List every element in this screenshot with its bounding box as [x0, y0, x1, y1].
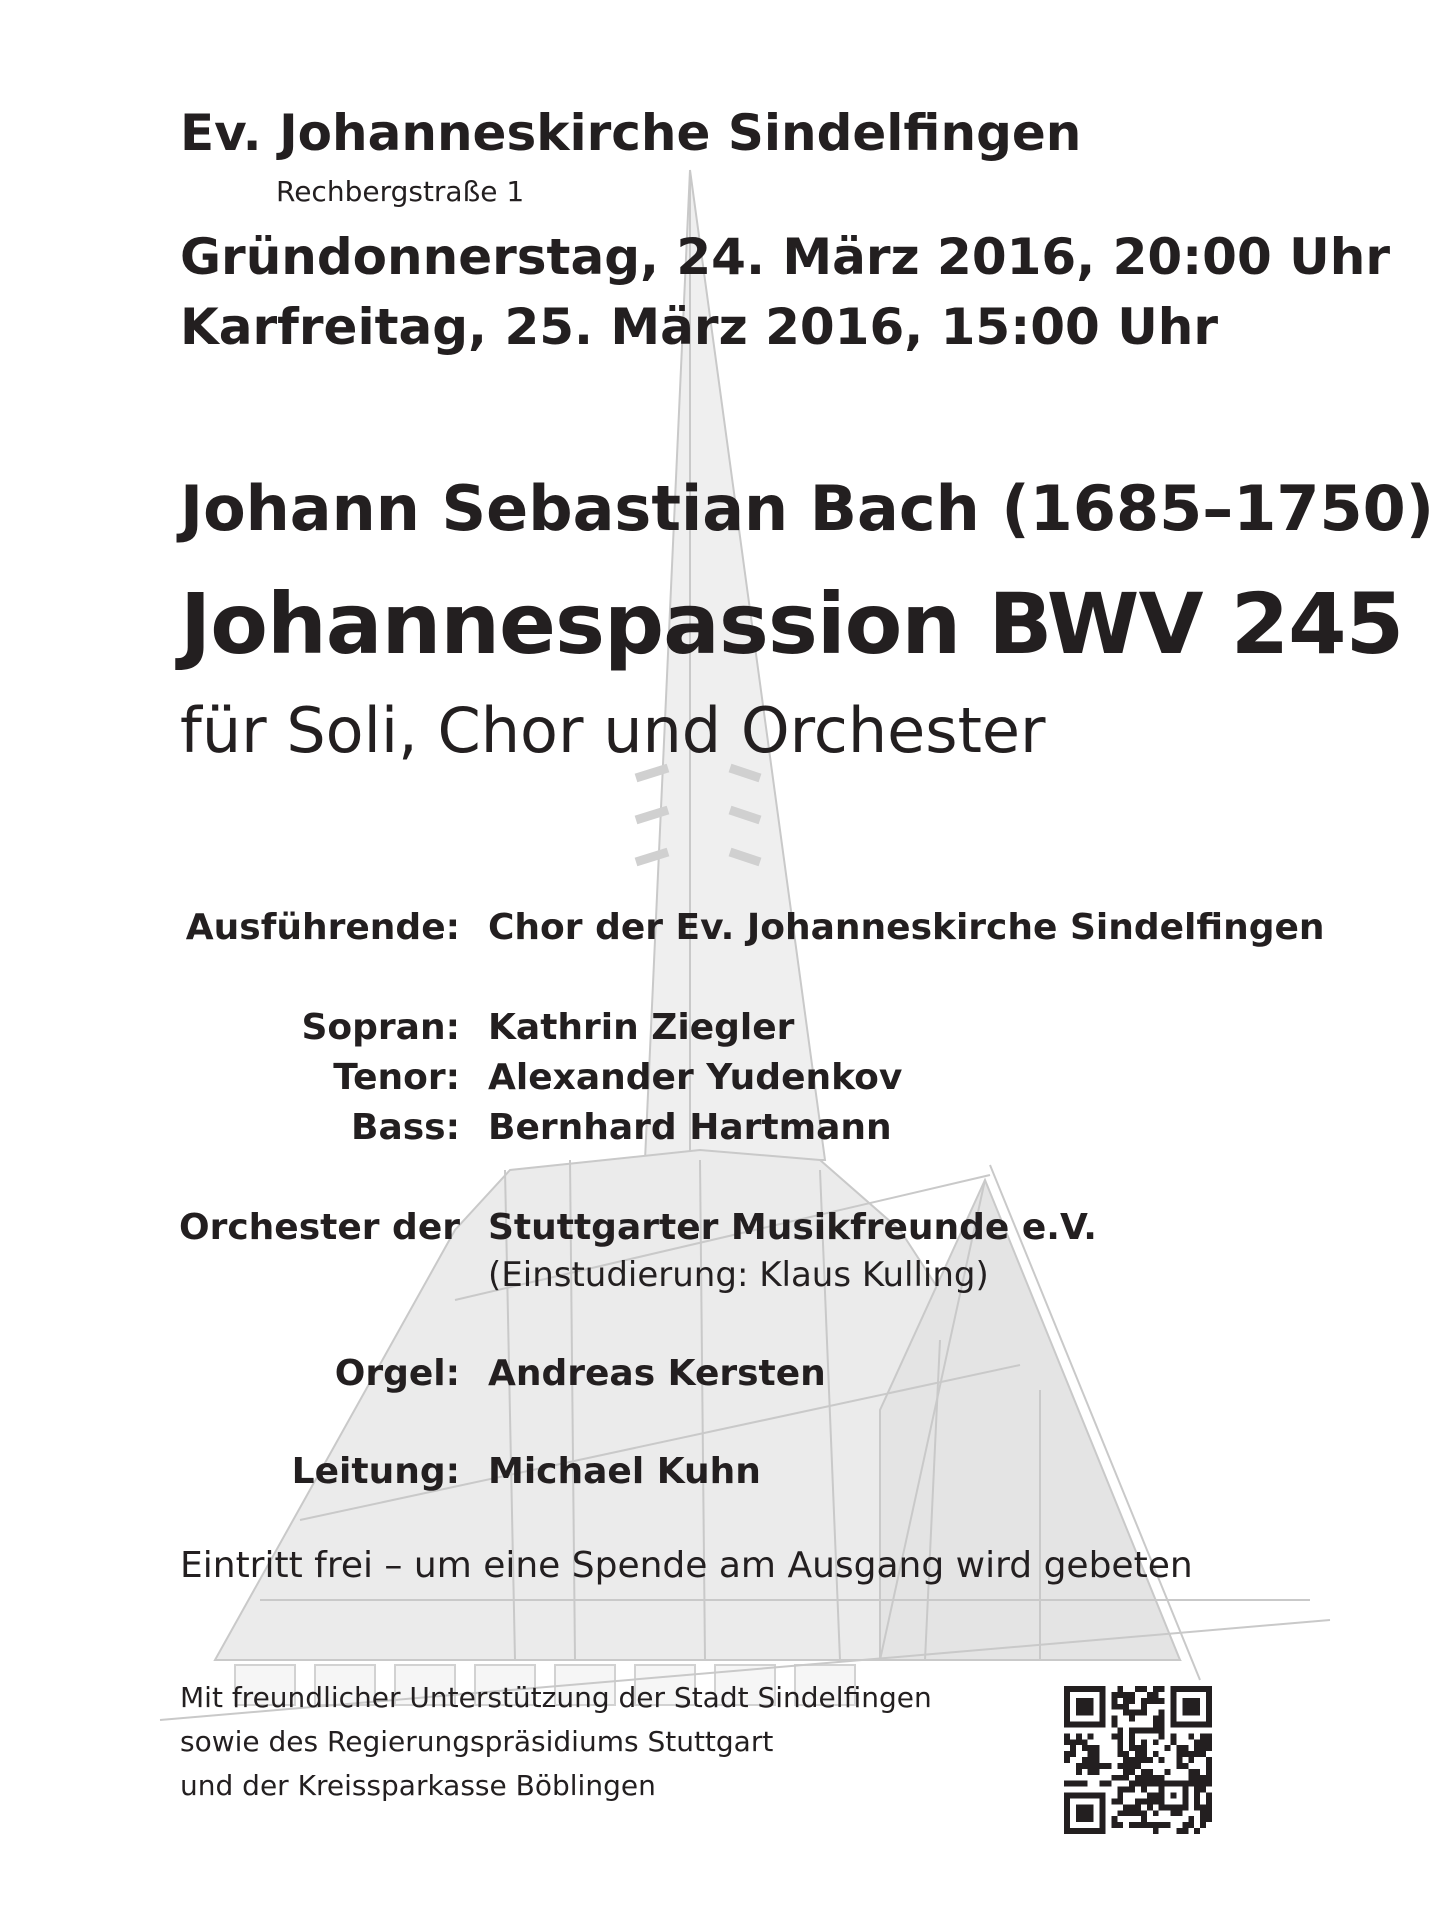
- date-second: Karfreitag, 25. März 2016, 15:00 Uhr: [180, 298, 1219, 356]
- performers-label: Ausführende:: [185, 907, 460, 948]
- tenor-value: Alexander Yudenkov: [488, 1057, 903, 1098]
- sponsor-line-2: sowie des Regierungspräsidiums Stuttgart: [180, 1725, 774, 1758]
- orchestra-label: Orchester der: [178, 1207, 460, 1248]
- date-first: Gründonnerstag, 24. März 2016, 20:00 Uhr: [180, 228, 1391, 286]
- organ-label: Orgel:: [334, 1353, 460, 1394]
- church-address: Rechbergstraße 1: [276, 175, 525, 208]
- tenor-label: Tenor:: [333, 1057, 460, 1098]
- work-title: Johannespassion BWV 245: [180, 575, 1404, 673]
- qr-code[interactable]: [1064, 1686, 1212, 1834]
- sponsor-line-3: und der Kreissparkasse Böblingen: [180, 1769, 656, 1802]
- orchestra-value: Stuttgarter Musikfreunde e.V.: [488, 1207, 1097, 1248]
- performers-value: Chor der Ev. Johanneskirche Sindelfingen: [488, 907, 1325, 948]
- admission-note: Eintritt frei – um eine Spende am Ausgang wird gebeten: [180, 1545, 1193, 1586]
- sponsor-line-1: Mit freundlicher Unterstützung der Stadt Sindelfingen: [180, 1681, 932, 1714]
- bass-label: Bass:: [351, 1107, 460, 1148]
- composer-name: Johann Sebastian Bach (1685–1750): [180, 472, 1435, 545]
- orchestra-note: (Einstudierung: Klaus Kulling): [488, 1255, 989, 1295]
- work-scoring: für Soli, Chor und Orchester: [180, 694, 1046, 767]
- soprano-label: Sopran:: [301, 1007, 460, 1048]
- bass-value: Bernhard Hartmann: [488, 1107, 892, 1148]
- conductor-label: Leitung:: [291, 1451, 460, 1492]
- soprano-value: Kathrin Ziegler: [488, 1007, 795, 1048]
- organ-value: Andreas Kersten: [488, 1353, 826, 1394]
- church-name: Ev. Johanneskirche Sindelfingen: [180, 104, 1082, 162]
- conductor-value: Michael Kuhn: [488, 1451, 761, 1492]
